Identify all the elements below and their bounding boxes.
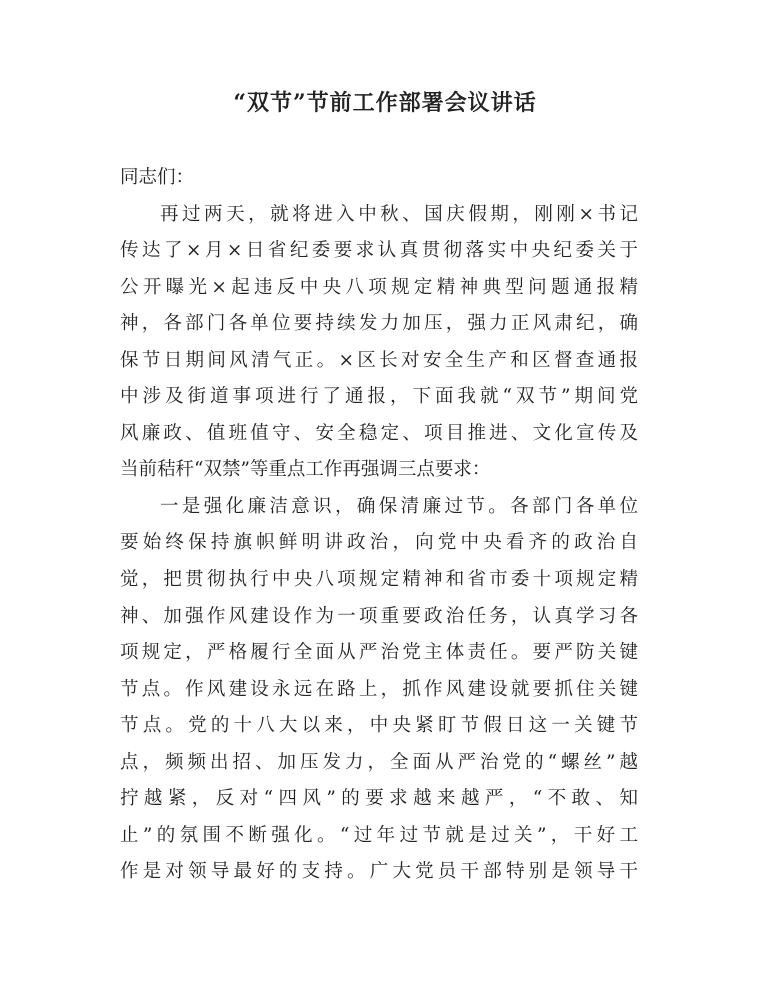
paragraph-line: 作是对领导最好的支持。广大党员干部特别是领导干	[120, 861, 638, 883]
paragraph-line: 传达了×月×日省纪委要求认真贯彻落实中央纪委关于	[120, 240, 638, 262]
paragraph-line: 一是强化廉洁意识，确保清廉过节。各部门各单位	[160, 495, 638, 517]
paragraph-line: 节点。党的十八大以来，中央紧盯节假日这一关键节	[120, 715, 638, 737]
paragraph-line: 公开曝光×起违反中央八项规定精神典型问题通报精	[120, 276, 638, 298]
paragraph-line: 拧越紧，反对“四风”的要求越来越严，“不敢、知	[120, 788, 638, 810]
paragraph-line: 止”的氛围不断强化。“过年过节就是过关”，干好工	[120, 824, 638, 846]
paragraph-line: 节点。作风建设永远在路上，抓作风建设就要抓住关键	[120, 678, 638, 700]
paragraph-line: 神、加强作风建设作为一项重要政治任务，认真学习各	[120, 605, 638, 627]
paragraph-line: 项规定，严格履行全面从严治党主体责任。要严防关键	[120, 642, 638, 664]
paragraph-line: 再过两天，就将进入中秋、国庆假期，刚刚×书记	[160, 203, 638, 225]
paragraph-line: 保节日期间风清气正。×区长对安全生产和区督查通报	[120, 349, 638, 371]
paragraph-line: 中涉及街道事项进行了通报，下面我就“双节”期间党	[120, 386, 638, 408]
paragraph-line: 点，频频出招、加压发力，全面从严治党的“螺丝”越	[120, 751, 638, 773]
paragraph-line: 觉，把贯彻执行中央八项规定精神和省市委十项规定精	[120, 569, 638, 591]
paragraph-line: 神，各部门各单位要持续发力加压，强力正风肃纪，确	[120, 313, 638, 335]
paragraph-line: 要始终保持旗帜鲜明讲政治，向党中央看齐的政治自	[120, 532, 638, 554]
salutation-line: 同志们：	[120, 167, 195, 188]
paragraph-line: 风廉政、值班值守、安全稳定、项目推进、文化宣传及	[120, 422, 638, 444]
document-title: “双节”节前工作部署会议讲话	[233, 90, 537, 116]
paragraph-line: 当前秸秆“双禁”等重点工作再强调三点要求：	[120, 459, 491, 481]
document-body	[120, 160, 638, 891]
